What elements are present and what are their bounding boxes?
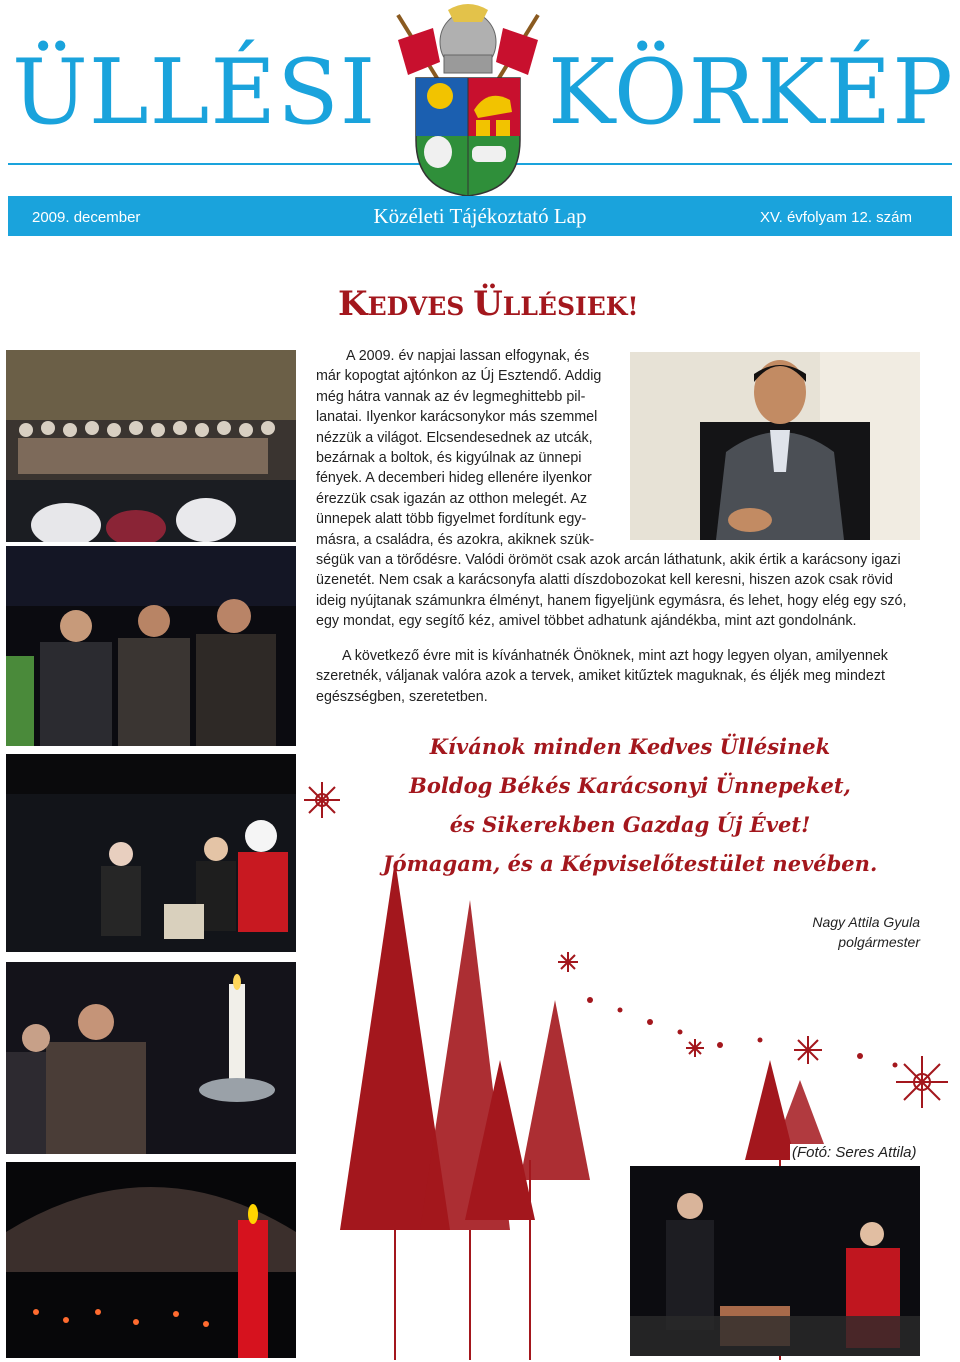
text-line: bezárnak a boltok, és kigyúlnak az ünnepi <box>316 450 582 467</box>
masthead-title-left: ÜLLÉSI <box>12 40 377 145</box>
photo-devils-performance <box>630 1166 920 1356</box>
photo-candle-lighting <box>6 962 296 1154</box>
masthead-title-right: KÖRKÉP <box>548 40 954 145</box>
greeting-line: Boldog Békés Karácsonyi Ünnepeket, <box>409 773 851 798</box>
photo-choir-stage <box>6 350 296 542</box>
text-line: ideig nyújtanak számunkra élményt, hanem figyeljünk egymásra, és lehet, hogy elég egy szó, <box>316 592 907 609</box>
article-body-narrow <box>316 346 612 550</box>
text-line: egy mondat, egy segítő kéz, amivel többet adhatunk ajándékba, mint azt gondolnánk. <box>316 613 857 630</box>
publication-subtitle: Közéleti Tájékoztató Lap <box>373 204 587 228</box>
holiday-greeting <box>320 727 940 883</box>
photo-credit: (Fotó: Seres Attila) <box>792 1144 917 1161</box>
masthead-info-bar <box>8 196 952 236</box>
greeting-line: Jómagam, és a Képviselőtestület nevében. <box>382 851 878 876</box>
text-line: lanatai. Ilyenkor karácsonykor más szemmel <box>316 409 598 426</box>
text-line: ségük van a törődésre. Valódi örömöt csak azok arcán láthatunk, akik értik a karácsony igazi <box>316 552 901 568</box>
text-line: egészségben, szeretetben. <box>316 688 488 705</box>
issue-date: 2009. december <box>32 209 141 226</box>
photo-officials <box>6 546 296 746</box>
text-line: ünnepek alatt több figyelmet fordítunk egy- <box>316 511 587 528</box>
coat-of-arms-emblem <box>378 0 558 200</box>
text-line: még hátra vannak az év legmeghittebb pil- <box>316 388 586 405</box>
text-line: A következő évre mit is kívánhatnék Önöknek, mint azt hogy legyen olyan, amilyennek <box>342 648 888 664</box>
text-line: nézzük a világot. Elcsendesednek az utcák, <box>316 429 593 446</box>
article-headline: KEDVES ÜLLÉSIEK! <box>338 284 639 324</box>
text-line: szeretnék, váljanak valóra azok a tervek, amiket kitűztek maguknak, és éljék meg mindezt <box>316 668 885 685</box>
article-body-wide <box>316 550 920 632</box>
text-line: A 2009. év napjai lassan elfogynak, és <box>346 348 590 364</box>
text-line: érezzük csak igazán az otthon melegét. Az <box>316 490 587 507</box>
text-line: másra, a családra, és azokra, akiknek szük- <box>316 531 595 548</box>
signature-name: Nagy Attila Gyula <box>812 914 920 930</box>
photo-advent-candle <box>6 1162 296 1358</box>
signature-title: polgármester <box>838 934 920 950</box>
greeting-line: és Sikerekben Gazdag Új Évet! <box>449 812 811 837</box>
text-line: már kopogtat ajtónkon az Új Esztendő. Addig <box>316 368 602 385</box>
photo-santa-stage <box>6 754 296 952</box>
issue-number: XV. évfolyam 12. szám <box>759 209 912 226</box>
text-line: fények. A decemberi hideg ellenére ilyenkor <box>316 470 592 487</box>
portrait-mayor <box>630 352 920 540</box>
greeting-line: Kívánok minden Kedves Üllésinek <box>429 734 831 759</box>
article-paragraph-2 <box>316 646 920 707</box>
text-line: üzenetét. Nem csak a karácsonyfa alatti díszdobozokat kell keresni, hiszen azok csak rövid <box>316 572 893 589</box>
